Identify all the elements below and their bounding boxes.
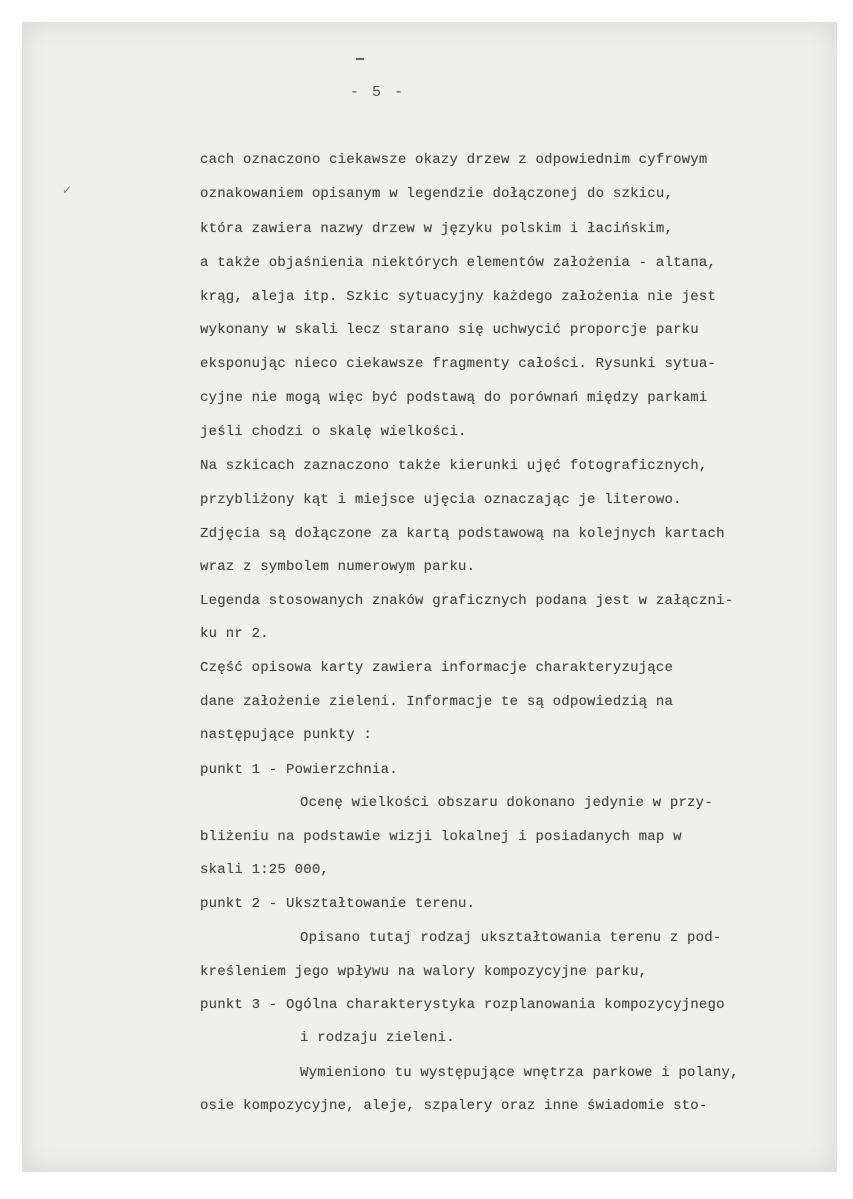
- text-line: ku nr 2.: [200, 626, 269, 642]
- text-line: wraz z symbolem numerowym parku.: [200, 559, 476, 575]
- text-line: dane założenie zieleni. Informacje te są odpowiedzią na: [200, 694, 674, 710]
- text-line: eksponując nieco ciekawsze fragmenty całości. Rysunki sytua-: [200, 356, 717, 372]
- text-line: cyjne nie mogą więc być podstawą do porównań między parkami: [200, 390, 708, 406]
- text-line: następujące punkty :: [200, 727, 373, 743]
- text-line: cach oznaczono ciekawsze okazy drzew z odpowiednim cyfrowym: [200, 152, 708, 168]
- text-line: wykonany w skali lecz starano się uchwycić proporcje parku: [200, 322, 699, 338]
- text-line: punkt 3 - Ogólna charakterystyka rozplanowania kompozycyjnego: [200, 997, 725, 1013]
- text-line: Wymieniono tu występujące wnętrza parkowe i polany,: [300, 1065, 739, 1081]
- text-line: Legenda stosowanych znaków graficznych podana jest w załączni-: [200, 593, 734, 609]
- text-line: Część opisowa karty zawiera informacje charakteryzujące: [200, 660, 674, 676]
- text-line: przybliżony kąt i miejsce ujęcia oznaczając je literowo.: [200, 492, 682, 508]
- text-line: skali 1:25 000,: [200, 862, 330, 878]
- text-line: która zawiera nazwy drzew w języku polskim i łacińskim,: [200, 221, 674, 237]
- text-line: osie kompozycyjne, aleje, szpalery oraz inne świadomie sto-: [200, 1098, 708, 1114]
- text-line: kreśleniem jego wpływu na walory kompozycyjne parku,: [200, 964, 648, 980]
- text-line: Opisano tutaj rodzaj ukształtowania terenu z pod-: [300, 930, 722, 946]
- text-line: punkt 2 - Ukształtowanie terenu.: [200, 896, 476, 912]
- text-line: Zdjęcia są dołączone za kartą podstawową na kolejnych kartach: [200, 526, 725, 542]
- text-line: Ocenę wielkości obszaru dokonano jedynie w przy-: [300, 795, 713, 811]
- text-line: a także objaśnienia niektórych elementów założenia - altana,: [200, 255, 717, 271]
- page-number: - 5 -: [350, 84, 406, 101]
- text-line: punkt 1 - Powierzchnia.: [200, 762, 398, 778]
- text-line: Na szkicach zaznaczono także kierunki ujęć fotograficznych,: [200, 458, 708, 474]
- text-line: jeśli chodzi o skalę wielkości.: [200, 424, 467, 440]
- text-line: oznakowaniem opisanym w legendzie dołączonej do szkicu,: [200, 186, 674, 202]
- text-line: krąg, aleja itp. Szkic sytuacyjny każdego założenia nie jest: [200, 289, 717, 305]
- margin-tick-mark: ✓: [62, 183, 73, 197]
- text-line: i rodzaju zieleni.: [300, 1030, 455, 1046]
- text-line: bliżeniu na podstawie wizji lokalnej i posiadanych map w: [200, 829, 682, 845]
